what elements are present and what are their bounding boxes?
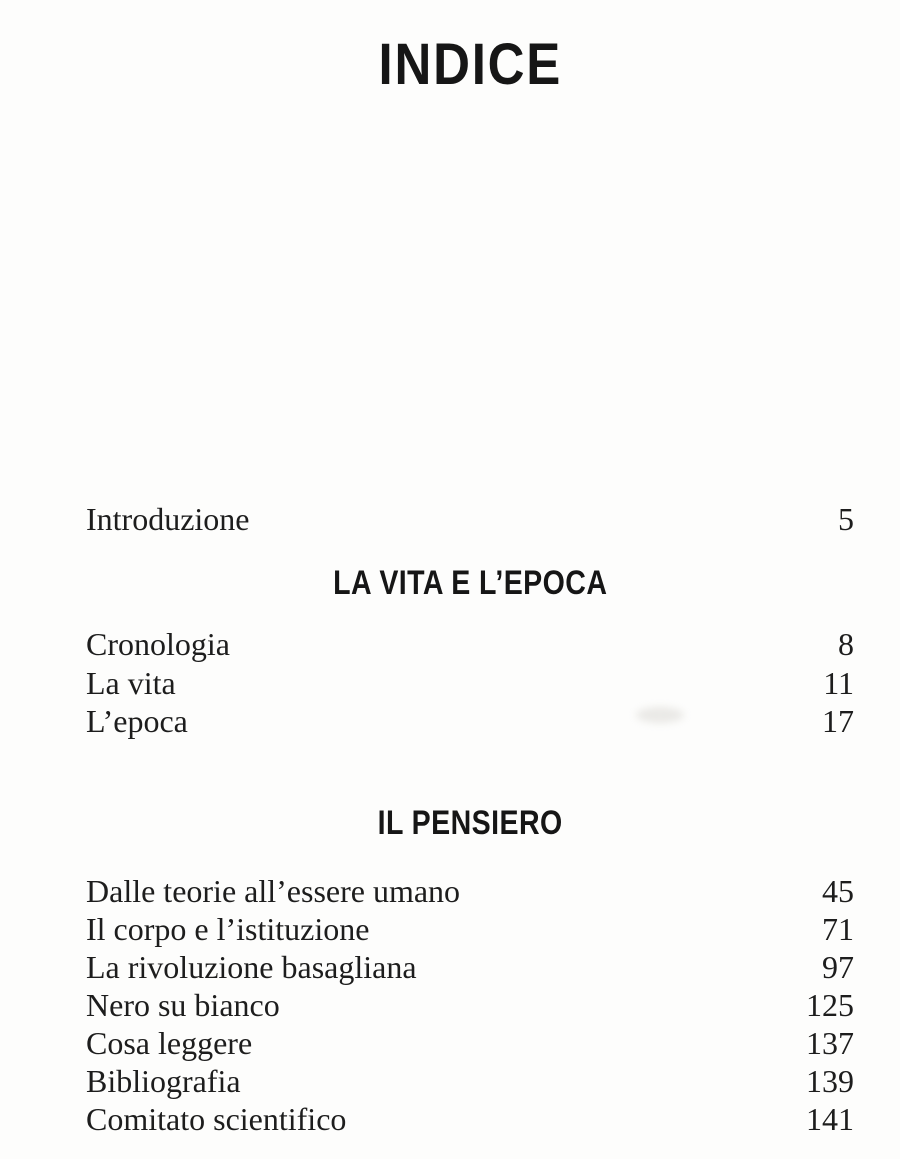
entry-label: Introduzione [86, 501, 250, 537]
entry-page-number: 139 [806, 1063, 854, 1099]
entry-page-number: 137 [806, 1025, 854, 1061]
entry-page-number: 5 [838, 501, 854, 537]
toc-entry [86, 702, 854, 741]
toc-entry [86, 1062, 854, 1100]
section-heading-la-vita-e-lepoca [86, 564, 854, 602]
entry-label: L’epoca [86, 703, 188, 739]
entry-page-number: 45 [822, 873, 854, 909]
toc-section-la-vita-e-lepoca [86, 625, 854, 741]
entry-label: Bibliografia [86, 1063, 241, 1099]
entry-page-number: 17 [822, 703, 854, 739]
toc-front-matter [86, 500, 854, 539]
entry-label: Nero su bianco [86, 987, 280, 1023]
entry-label: Dalle teorie all’essere umano [86, 873, 461, 909]
toc-entry [86, 664, 854, 703]
entry-label: Cosa leggere [86, 1025, 253, 1061]
entry-page-number: 11 [823, 664, 854, 701]
toc-entry [86, 986, 854, 1024]
entry-page-number: 141 [806, 1101, 854, 1137]
toc-section-il-pensiero [86, 872, 854, 1138]
toc-entry [86, 1100, 854, 1138]
toc-entry [86, 500, 854, 539]
page-title [86, 33, 854, 97]
page-title-text: INDICE [378, 32, 562, 97]
scan-smudge [636, 707, 684, 723]
entry-page-number: 71 [822, 911, 854, 947]
entry-label: La vita [86, 664, 176, 701]
section-heading-text: LA VITA E L’EPOCA [332, 564, 608, 602]
entry-label: La rivoluzione basagliana [86, 949, 417, 985]
entry-label: Il corpo e l’istituzione [86, 911, 370, 947]
toc-entry [86, 910, 854, 948]
section-heading-il-pensiero [86, 804, 854, 842]
toc-entry [86, 872, 854, 910]
toc-entry [86, 625, 854, 664]
toc-entry [86, 1024, 854, 1062]
entry-label: Cronologia [86, 626, 230, 662]
entry-page-number: 125 [806, 987, 854, 1023]
entry-page-number: 97 [822, 949, 854, 985]
toc-entry [86, 948, 854, 986]
entry-label: Comitato scientifico [86, 1101, 347, 1137]
entry-page-number: 8 [838, 626, 854, 662]
section-heading-text: IL PENSIERO [377, 804, 563, 842]
